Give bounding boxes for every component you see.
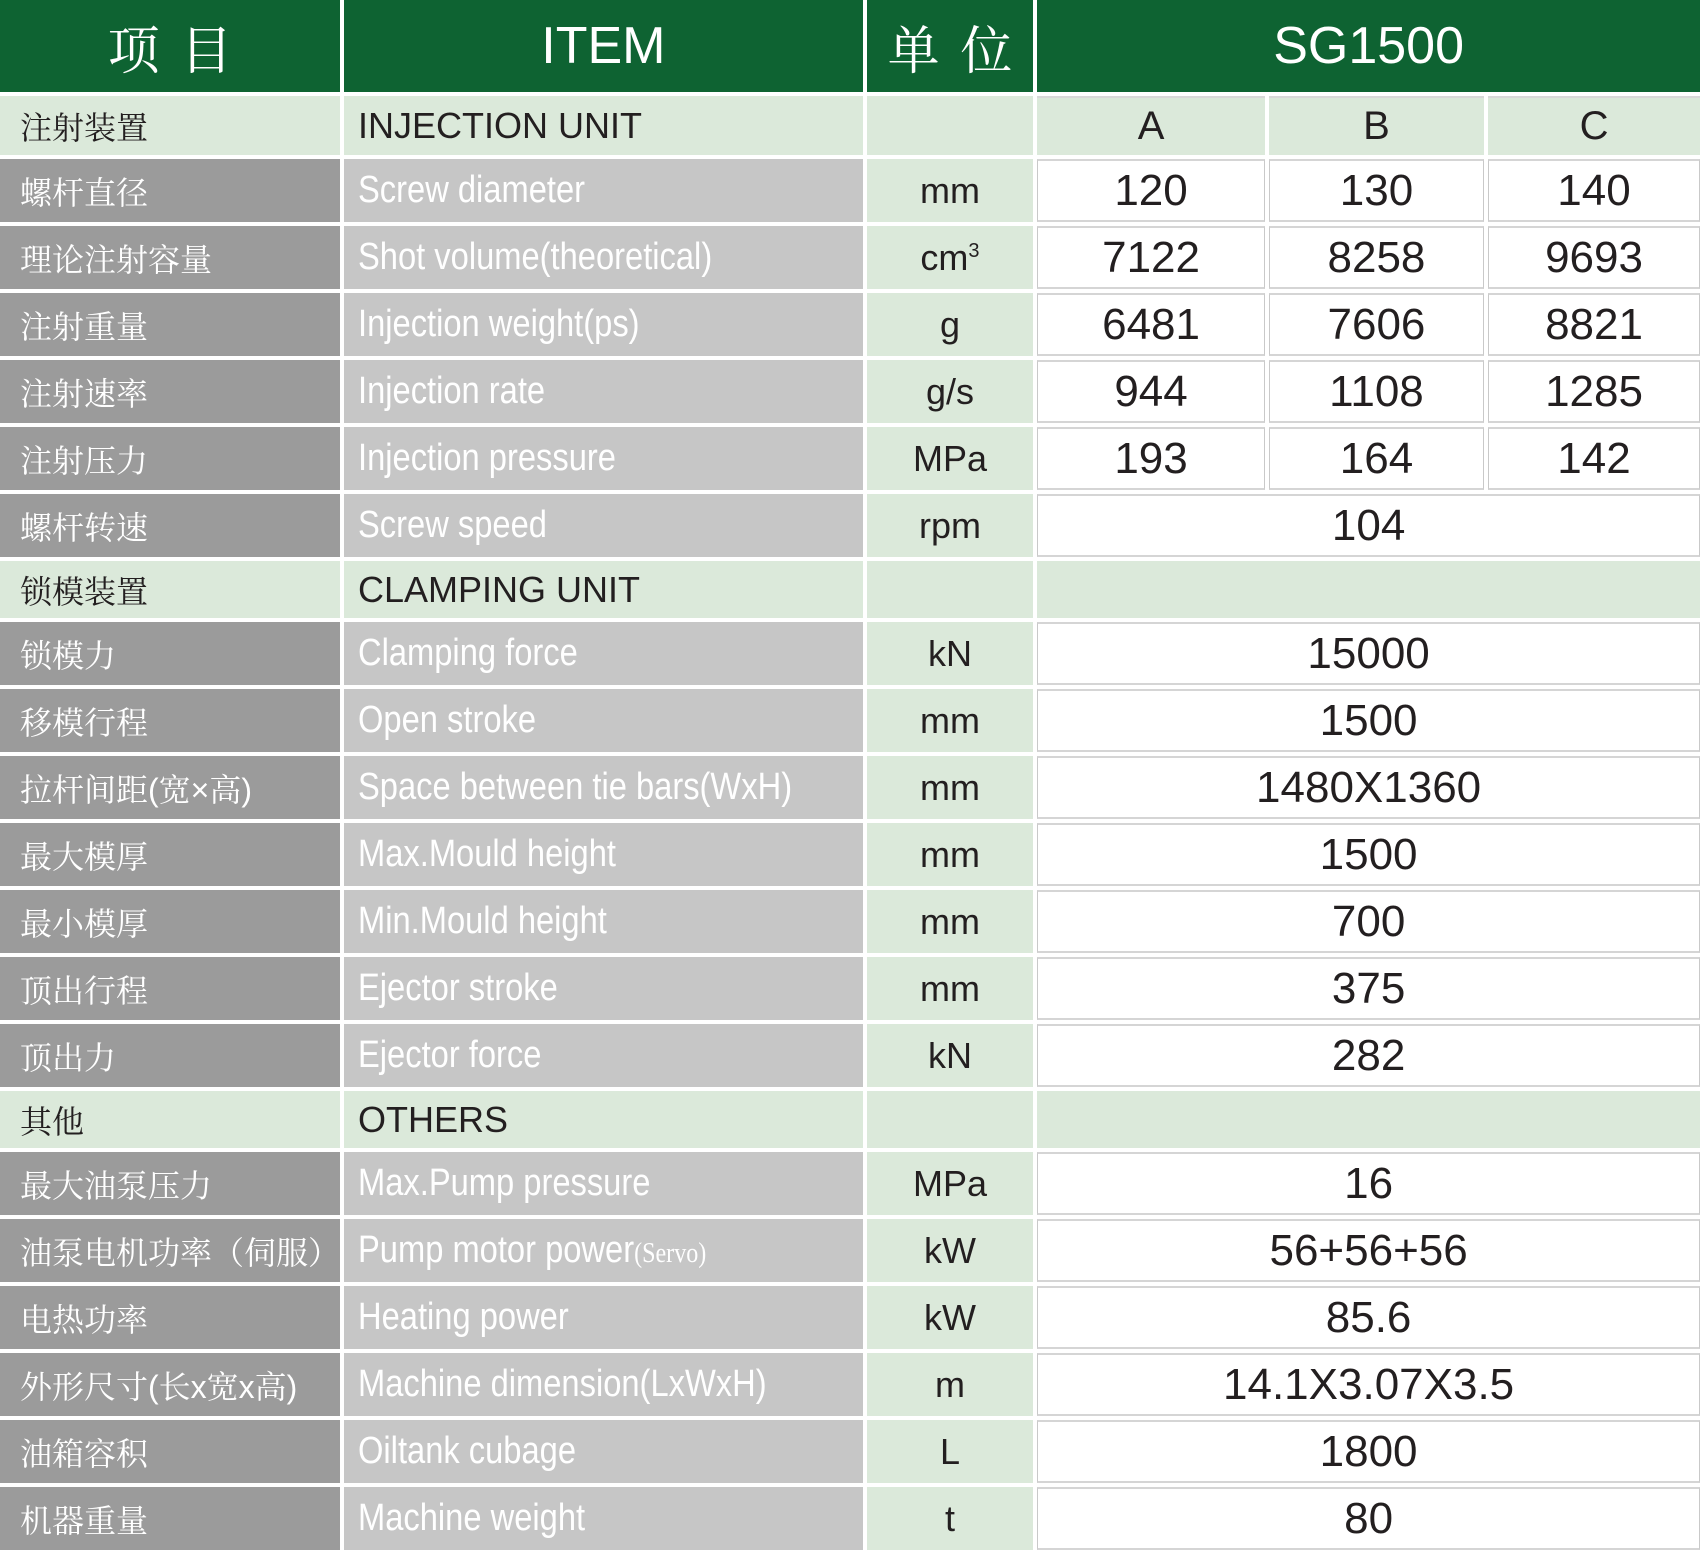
row-label-cn: 螺杆直径 — [0, 159, 340, 222]
row-label-en-text: Max.Pump pressure — [358, 1162, 651, 1204]
row-unit-text: MPa — [912, 437, 987, 479]
row-label-en-text: Injection weight(ps) — [358, 303, 640, 345]
row-unit — [867, 1152, 1033, 1215]
row-label-cn: 机器重量 — [0, 1487, 340, 1550]
row-label-en — [344, 622, 863, 685]
row-value-c: 9693 — [1488, 226, 1700, 289]
row-label-en — [344, 1219, 863, 1282]
row-label-en-wrap — [358, 632, 578, 675]
row-value-merged: 14.1X3.07X3.5 — [1037, 1353, 1700, 1416]
spec-row — [0, 823, 1700, 886]
row-value-a: 7122 — [1037, 226, 1265, 289]
row-value-merged: 15000 — [1037, 622, 1700, 685]
section-label-en: CLAMPING UNIT — [344, 561, 863, 618]
header-item-cn: 项目 — [0, 0, 340, 92]
row-label-en-wrap — [358, 1497, 585, 1540]
row-unit-text: kN — [927, 632, 972, 674]
row-unit — [867, 823, 1033, 886]
row-unit-text: cm — [920, 236, 969, 278]
section-value-spacer — [1037, 1091, 1700, 1148]
section-row — [0, 96, 1700, 155]
row-unit-text: mm — [919, 699, 980, 741]
spec-row — [0, 756, 1700, 819]
row-label-cn: 最小模厚 — [0, 890, 340, 953]
row-value-c: 142 — [1488, 427, 1700, 490]
row-label-cn: 油箱容积 — [0, 1420, 340, 1483]
row-value-b: 164 — [1269, 427, 1484, 490]
row-unit-text: m — [934, 1363, 965, 1405]
row-value-merged: 375 — [1037, 957, 1700, 1020]
row-unit-text: g/s — [925, 370, 974, 412]
row-unit — [867, 1286, 1033, 1349]
row-label-en-wrap — [358, 169, 585, 212]
row-label-en-text: Machine dimension(LxWxH) — [358, 1363, 767, 1405]
row-unit-text: kN — [927, 1034, 972, 1076]
row-unit-text: kW — [923, 1229, 976, 1271]
section-unit-spacer — [867, 561, 1033, 618]
section-row — [0, 1091, 1700, 1148]
spec-row — [0, 622, 1700, 685]
row-value-a: 944 — [1037, 360, 1265, 423]
row-unit-text: mm — [919, 169, 980, 211]
spec-row — [0, 226, 1700, 289]
row-label-en-wrap — [358, 504, 547, 547]
section-unit-spacer — [867, 1091, 1033, 1148]
row-value-merged: 80 — [1037, 1487, 1700, 1550]
row-label-en-text: Space between tie bars(WxH) — [358, 766, 793, 808]
section-row — [0, 561, 1700, 618]
row-label-en-wrap — [358, 967, 558, 1010]
row-label-en-text: Pump motor power — [358, 1229, 635, 1271]
table-header-row — [0, 0, 1700, 92]
row-value-merged: 1500 — [1037, 689, 1700, 752]
row-unit — [867, 1353, 1033, 1416]
spec-row — [0, 427, 1700, 490]
row-value-c: 140 — [1488, 159, 1700, 222]
row-unit — [867, 689, 1033, 752]
row-label-en-text: Machine weight — [358, 1497, 586, 1539]
spec-row — [0, 1152, 1700, 1215]
row-value-merged: 85.6 — [1037, 1286, 1700, 1349]
row-value-b: 130 — [1269, 159, 1484, 222]
row-label-cn: 锁模力 — [0, 622, 340, 685]
row-label-cn: 最大油泵压力 — [0, 1152, 340, 1215]
row-value-merged: 700 — [1037, 890, 1700, 953]
spec-row — [0, 1353, 1700, 1416]
section-label-en: INJECTION UNIT — [344, 96, 863, 155]
row-unit — [867, 360, 1033, 423]
row-label-en-wrap — [358, 833, 616, 876]
spec-row — [0, 1024, 1700, 1087]
row-unit-text: rpm — [918, 504, 981, 546]
row-label-cn: 顶出行程 — [0, 957, 340, 1020]
row-label-en — [344, 226, 863, 289]
row-label-en — [344, 1353, 863, 1416]
row-unit — [867, 890, 1033, 953]
row-label-cn: 理论注射容量 — [0, 226, 340, 289]
row-label-en — [344, 957, 863, 1020]
section-label-cn: 其他 — [0, 1091, 340, 1148]
row-value-merged: 282 — [1037, 1024, 1700, 1087]
row-label-en-wrap — [358, 766, 792, 809]
spec-row — [0, 1286, 1700, 1349]
section-label-cn: 锁模装置 — [0, 561, 340, 618]
row-value-a: 120 — [1037, 159, 1265, 222]
row-label-en — [344, 1024, 863, 1087]
row-label-en-text: Open stroke — [358, 699, 537, 741]
row-label-cn: 螺杆转速 — [0, 494, 340, 557]
row-label-en-wrap — [358, 303, 640, 346]
row-label-en-wrap — [358, 1034, 541, 1077]
spec-row — [0, 1420, 1700, 1483]
row-label-en-text: Shot volume(theoretical) — [358, 236, 713, 278]
row-label-en — [344, 293, 863, 356]
section-value-spacer — [1037, 561, 1700, 618]
section-unit-spacer — [867, 96, 1033, 155]
spec-row — [0, 689, 1700, 752]
spec-row — [0, 1487, 1700, 1550]
row-label-en-wrap — [358, 1162, 650, 1205]
row-label-en-text: Max.Mould height — [358, 833, 616, 875]
row-label-cn: 顶出力 — [0, 1024, 340, 1087]
row-value-a: 193 — [1037, 427, 1265, 490]
variant-header-b: B — [1269, 96, 1484, 155]
row-unit — [867, 756, 1033, 819]
spec-row — [0, 494, 1700, 557]
row-label-en-wrap — [358, 699, 536, 742]
row-label-cn: 外形尺寸(长x宽x高) — [0, 1353, 340, 1416]
row-unit — [867, 226, 1033, 289]
row-label-en-text: Injection rate — [358, 370, 546, 412]
row-label-en-text: Oiltank cubage — [358, 1430, 577, 1472]
header-model: SG1500 — [1037, 0, 1700, 92]
row-label-en-wrap — [358, 1229, 706, 1272]
row-label-cn: 注射速率 — [0, 360, 340, 423]
row-unit-text: mm — [919, 900, 980, 942]
row-unit — [867, 159, 1033, 222]
row-label-en — [344, 1152, 863, 1215]
row-label-cn: 最大模厚 — [0, 823, 340, 886]
spec-row — [0, 890, 1700, 953]
spec-row — [0, 957, 1700, 1020]
row-label-en-text: Screw diameter — [358, 169, 586, 211]
row-label-en-text: Clamping force — [358, 632, 578, 674]
row-label-en-text: Heating power — [358, 1296, 569, 1338]
row-unit-superscript: 3 — [968, 239, 980, 262]
row-value-a: 6481 — [1037, 293, 1265, 356]
row-unit — [867, 1024, 1033, 1087]
row-value-merged: 56+56+56 — [1037, 1219, 1700, 1282]
row-label-cn: 拉杆间距(宽×高) — [0, 756, 340, 819]
row-value-merged: 1800 — [1037, 1420, 1700, 1483]
section-label-en: OTHERS — [344, 1091, 863, 1148]
row-label-cn: 注射重量 — [0, 293, 340, 356]
row-unit — [867, 1487, 1033, 1550]
row-label-en — [344, 159, 863, 222]
row-label-en-wrap — [358, 1430, 576, 1473]
row-label-en — [344, 1487, 863, 1550]
row-label-cn: 移模行程 — [0, 689, 340, 752]
spec-row — [0, 293, 1700, 356]
row-label-en — [344, 494, 863, 557]
row-label-en-text: Injection pressure — [358, 437, 616, 479]
row-label-en-wrap — [358, 236, 712, 279]
row-unit-text: mm — [919, 833, 980, 875]
row-unit-text: L — [939, 1430, 960, 1472]
row-value-c: 1285 — [1488, 360, 1700, 423]
row-label-en — [344, 689, 863, 752]
header-unit: 单位 — [867, 0, 1033, 92]
row-unit — [867, 427, 1033, 490]
row-label-en — [344, 756, 863, 819]
row-value-b: 1108 — [1269, 360, 1484, 423]
row-unit-text: t — [944, 1497, 955, 1539]
row-label-en — [344, 1286, 863, 1349]
variant-header-c: C — [1488, 96, 1700, 155]
section-label-cn: 注射装置 — [0, 96, 340, 155]
row-unit-text: MPa — [912, 1162, 987, 1204]
row-label-en — [344, 427, 863, 490]
row-value-merged: 1480X1360 — [1037, 756, 1700, 819]
spec-row — [0, 360, 1700, 423]
row-label-cn: 电热功率 — [0, 1286, 340, 1349]
variant-header-a: A — [1037, 96, 1265, 155]
row-unit — [867, 957, 1033, 1020]
row-label-en-text: Ejector force — [358, 1034, 542, 1076]
row-value-merged: 1500 — [1037, 823, 1700, 886]
row-label-en-wrap — [358, 900, 607, 943]
row-unit-text: mm — [919, 766, 980, 808]
row-value-b: 7606 — [1269, 293, 1484, 356]
row-label-en-wrap — [358, 1296, 569, 1339]
row-value-merged: 16 — [1037, 1152, 1700, 1215]
row-value-merged: 104 — [1037, 494, 1700, 557]
row-unit — [867, 622, 1033, 685]
row-unit — [867, 293, 1033, 356]
row-unit-text: g — [939, 303, 960, 345]
row-value-b: 8258 — [1269, 226, 1484, 289]
row-label-en — [344, 1420, 863, 1483]
row-label-en-wrap — [358, 370, 545, 413]
row-unit — [867, 494, 1033, 557]
row-label-en — [344, 360, 863, 423]
row-unit — [867, 1219, 1033, 1282]
row-unit-text: mm — [919, 967, 980, 1009]
row-label-en-wrap — [358, 437, 616, 480]
row-label-cn: 注射压力 — [0, 427, 340, 490]
row-label-en-suffix: (Servo) — [634, 1238, 707, 1269]
row-unit-text: kW — [923, 1296, 976, 1338]
row-unit — [867, 1420, 1033, 1483]
header-item-en: ITEM — [344, 0, 863, 92]
row-label-en-text: Min.Mould height — [358, 900, 607, 942]
row-label-en-text: Screw speed — [358, 504, 547, 546]
row-label-en-text: Ejector stroke — [358, 967, 558, 1009]
row-label-cn: 油泵电机功率（伺服） — [0, 1219, 340, 1282]
row-value-c: 8821 — [1488, 293, 1700, 356]
row-label-en-wrap — [358, 1363, 767, 1406]
row-label-en — [344, 823, 863, 886]
spec-row — [0, 159, 1700, 222]
row-label-en — [344, 890, 863, 953]
spec-row — [0, 1219, 1700, 1282]
